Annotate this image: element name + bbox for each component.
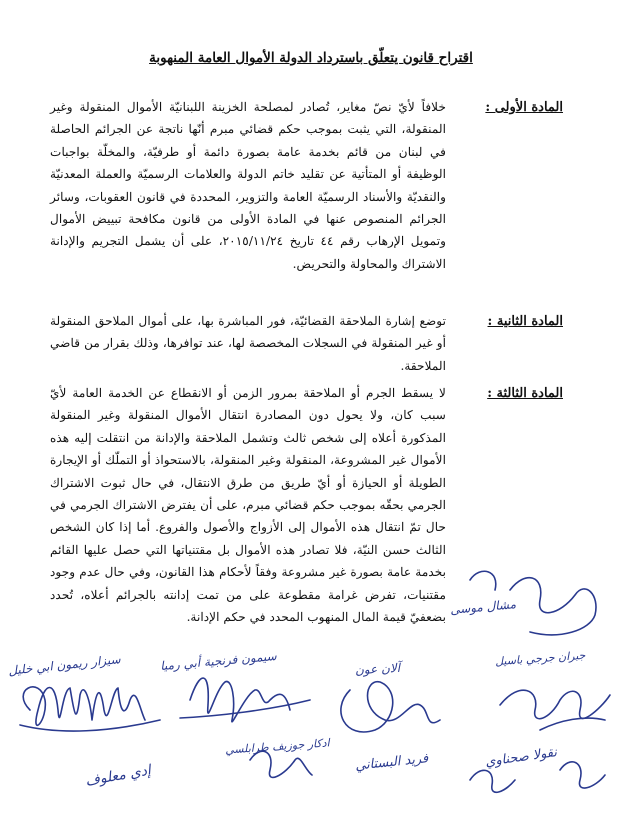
article-1-text: خلافاً لأيّ نصّ مغاير، تُصادر لمصلحة الخزينة اللبنانيّة الأموال المنقولة وغير المنقولة، التي يثبت بموجب حكم قضائي مبرم أنّها ناتجة عن الجرائم الحاصلة في لبنان من قائم بخدمة عامة بصورة دائمة أو طرفيّة، والمخلّة بواجبات الوظيفة أو المتأتية عن تقليد خاتم الدولة والعلامات الرسميّة والعملة المعدنيّة والنقديّة والأسناد الرسميّة العامة والتزوير، المحددة في قانون العقوبات، وسائر الجرائم المنصوص عنها في المادة الأولى من قانون مكافحة تبييض الأموال وتمويل الإرهاب رقم ٤٤ تاريخ ٢٠١٥/١١/٢٤، على أن يشمل التجريم والإدانة الاشتراك والمحاولة والتحريض. xyxy=(50,100,447,271)
signature-scribble-5 xyxy=(250,751,312,777)
signature-name-5: نقولا صحناوي xyxy=(484,745,558,770)
signature-name-7: ادكار جوزيف طرابلسي xyxy=(224,736,330,757)
signature-scribble-4 xyxy=(500,690,610,719)
signature-name-9: مشال موسى xyxy=(449,597,517,617)
article-1-label: المادة الأولى : xyxy=(485,100,563,115)
signature-name-8: إدي معلوف xyxy=(84,762,153,790)
article-3-text: لا يسقط الجرم أو الملاحقة بمرور الزمن أو الانقطاع عن الخدمة العامة لأيّ سبب كان، ولا يحول دون المصادرة انتقال الأموال المنقولة وغير المنقولة المذكورة أعلاه إلى شخص ثالث وتشمل الملاحقة والإدانة من انتقلت إليه هذه الأموال غير المشروعة، المنقولة وغير المنقولة، بالاستحواذ أو التملّك أو الإيجارة الطويلة أو الحيازة أو أيّ طريق من طرق الانتقال، في حال ثبوت الاشتراك الجرمي بحقّه بموجب حكم قضائي مبرم، على أن يفترض الاشتراك الجرمي في حال تمّ انتقال هذه الأموال إلى الأزواج والأصول والفروع. أما إذا كان الشخص الثالث حسن النيّة، فلا تصادر هذه الأموال بل مقتنياتها التي حصل عليها القائم بخدمة عامة بصورة غير مشروعة وفقاً لأحكام هذا القانون، وفي حال عدم وجود مقتنيات، تفرض غرامة مقطوعة على من تمت إدانته بالجرائم أعلاه، تُحدد بضعفيّ قيمة المال المنهوب المحدد في حكم الإدانة. xyxy=(50,386,446,625)
signature-name-4: جبران جرجي باسيل xyxy=(494,648,586,669)
signature-name-6: فريد البستاني xyxy=(354,751,429,774)
document-title: اقتراح قانون يتعلّق باسترداد الدولة الأموال العامة المنهوبة xyxy=(149,50,473,66)
signature-scribble-2 xyxy=(190,678,290,722)
signature-scribble-1 xyxy=(23,687,145,725)
article-2-text: توضع إشارة الملاحقة القضائيّة، فور المباشرة بها، على أموال الملاحق المنقولة أو غير المنقولة في السجلات المخصصة لها، عند توافرها، وذلك بقرار من قاضي الملاحقة. xyxy=(50,314,446,373)
article-2-label: المادة الثانية : xyxy=(487,314,563,329)
signature-name-3: آلان عون xyxy=(354,660,401,678)
signature-name-1: سيزار ريمون ابي خليل xyxy=(7,652,122,678)
signature-scribble-7 xyxy=(510,578,596,635)
article-3-label: المادة الثالثة : xyxy=(487,386,563,401)
signature-scribble-6 xyxy=(470,770,515,792)
signatures-area xyxy=(0,570,623,820)
signature-scribble-3 xyxy=(341,682,440,732)
signature-name-2: سيمون فرنجية أبي رميا xyxy=(159,648,278,674)
